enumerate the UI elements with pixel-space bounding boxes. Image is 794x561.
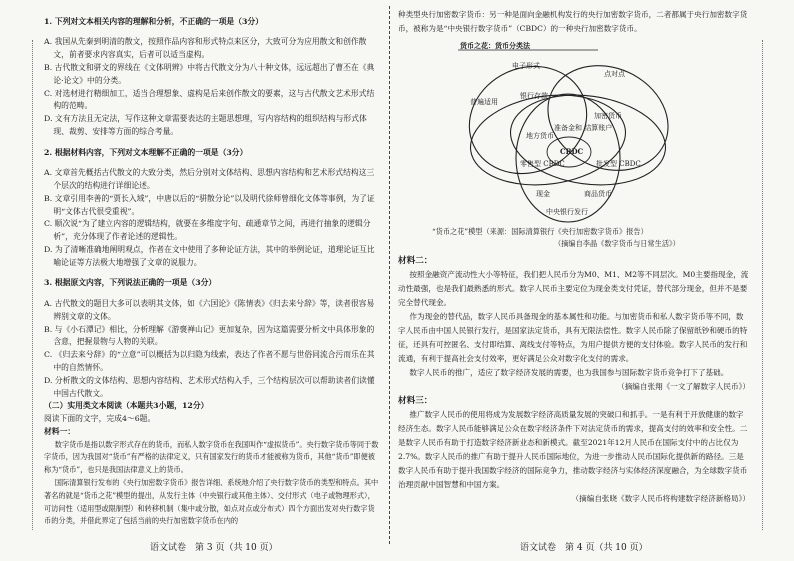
venn-heading: 货币之花：货币分类法 — [460, 41, 530, 50]
question-1-option-c: C. 对选材进行精细加工，适当合理想象、虚构是后来创作散文的要素，这与古代散文艺术形式结构的范畴。 — [44, 88, 375, 111]
question-2-title: 2. 根据材料内容，下列对文本理解不正确的一项是（3分） — [44, 147, 248, 157]
venn-label-central-bank: 中央银行发行 — [546, 208, 588, 216]
venn-label-cbdc-retail: 零售型 CBDC — [520, 160, 565, 168]
material-2-source: （摘编自张翔《一文了解数字人民币》） — [617, 382, 750, 391]
material-2-para-3: 数字人民币的推广，适应了数字经济发展的需要，也为我国参与国际数字货币竞争打下了基础。 — [409, 368, 729, 377]
question-3-option-a: A. 古代散文的题目大多可以表明其文体，如《六国论》《陈情表》《归去来兮辞》等，读者很容易辨别文章的文体。 — [44, 298, 375, 321]
venn-caption: “货币之花”模型（来源：国际清算银行《央行加密数字货币》报告） — [432, 227, 648, 236]
question-1-option-d: D. 文有方法且无定法，写作这种文章需要表达的主题思想理，写内容结构的组织结构与形式体现、裁剪、安排等方面的综合考量。 — [44, 114, 367, 136]
binding-margin-right — [762, 40, 789, 530]
page-divider — [389, 6, 390, 544]
question-1-title: 1. 下列对文本相关内容的理解和分析，不正确的一项是（3分） — [44, 16, 263, 26]
venn-source: （摘编自李晶《数字货币与日常生活》） — [554, 239, 680, 248]
right-page-footer: 语文试卷 第 4 页（共 10 页） — [520, 543, 648, 553]
left-page — [44, 8, 380, 528]
left-page-footer: 语文试卷 第 3 页（共 10 页） — [150, 543, 278, 553]
binding-margin-left — [6, 40, 33, 530]
section-2-intro: 阅读下面的文字，完成4～6题。 — [44, 414, 156, 424]
material-3-source: （摘编自张晓《数字人民币将构建数字经济新格局》） — [571, 494, 750, 503]
venn-label-center: CBDC — [560, 147, 584, 156]
material-3-para-1: 推广数字人民币的使用将成为发展数字经济高质量发展的突破口和抓手。一是有利于开放健康的数字经济生态。数字人民币能够满足公众在数字经济条件下对法定货币的需求，提高支付的效率和安全性。二是数字人民币有助于打造数字经济新业态和新模式。截至2021年12月人民币在国际支付中的占比仅为2.7%。数字人民币的推广有助于提升人民币国际地位，为进一步推动人民币国际化提供新的路径。三是数字人民币有助于提升我国数字经济的国际竞争力，推动数字经济与实体经济深度融合，为全球数字货币治理贡献中国智慧和中国方案。 — [398, 410, 748, 489]
material-1-para-2: 国际清算银行发布的《央行加密数字货币》报告详细、系统地介绍了央行数字货币的类型和特点。其中著名的就是“货币之花”模型的提出，从发行主体（中央银行或其他主体）、交付形式（电子或物理形式），可访问性（适用型或限制型）和转移机制（集中或分散，如点对点或分布式）四个方面出发对央行数字货币的分类，并借此界定了包括当前的央行加密数字货币在内的 — [44, 478, 379, 526]
question-3-option-b: B. 与《小石潭记》相比，分析理解《游褒禅山记》更加复杂，因为这篇需要分析文中具体形象的含意，把握景物与人物的关联。 — [44, 324, 375, 347]
venn-label-e-money: 电子形式 — [512, 62, 540, 70]
question-2-option-b: B. 文章引用李善的“贾长入域”，中唐以后的“骈散分论”以及明代徐师曾细化文体等事例，为了证明“文体古代很受重视”。 — [44, 193, 375, 216]
venn-label-bank-deposit: 银行存款 — [520, 92, 548, 100]
material-2-para-1: 按照金融资产流动性大小等特征，我们把人民币分为M0、M1、M2等不同层次。M0主要指现金，流动性最强，也是我们最熟悉的形式。数字人民币主要定位为现金类支付凭证，替代部分现金，但并不是要完全替代现金。 — [398, 270, 749, 307]
venn-label-cash: 现金 — [536, 190, 550, 198]
section-2-title: （二）实用类文本阅读（本题共3小题，12分） — [44, 401, 209, 411]
question-2-option-c: C. 顺次说“为了建立内容的逻辑结构，就要在多维度字句、疏通章节之间，再进行抽象的逻辑分析”，充分体现了作者论述的逻辑性。 — [44, 219, 371, 242]
material-1-continued: 种类型央行加密数字货币：另一种是面向金融机构发行的央行加密数字货币，二者都属于央行加密数字货币，被称为是“中央银行数字货币”（CBDC）的一种央行加密数字货币。 — [398, 10, 748, 33]
right-page — [398, 8, 750, 506]
question-1-option-a: A. 我国从先秦到明清的散文，按照作品内容和形式特点来区分，大致可分为应用散文和创作散文，前者要求内容真实，后者可以适当虚构。 — [44, 37, 367, 60]
material-3-title: 材料三： — [398, 396, 433, 406]
venn-label-wide-use: 普遍适用 — [470, 98, 498, 106]
question-2-option-d: D. 为了清晰准确地阐明观点，作者在文中使用了多种论证方法，其中的举例论证，道理论证互比喻论证等方法极大地增强了文章的说服力。 — [44, 244, 375, 267]
venn-label-local-currency: 地方货币 — [526, 132, 554, 140]
venn-label-commodity: 商品货币 — [584, 190, 612, 198]
venn-label-crypto: 加密货币 — [594, 112, 622, 120]
venn-label-cbdc-wholesale: 批发型 CBDC — [596, 160, 641, 168]
question-2-option-a: A. 文章首先概括古代散文的大致分类，然后分别对文体结构、思想内容结构和艺术形式结构这三个层次的结构进行详细论述。 — [44, 168, 375, 190]
money-flower-diagram — [408, 40, 748, 254]
question-3-title: 3. 根据原文内容，下列说法正确的一项是（3分） — [44, 278, 217, 288]
question-3-option-c: C. 《归去来兮辞》的“立意”可以概括为以归隐为线索，表达了作者不愿与世俗同流合污而乐在其中的自然情怀。 — [44, 350, 375, 372]
material-1-title: 材料一： — [44, 426, 76, 436]
material-2-title: 材料二： — [398, 256, 433, 266]
question-1-option-b: B. 古代散文和骈文的界线在《文体明辨》中将古代散文分为八十种文体，远远超出了曹丕在《典论·论文》中的分类。 — [44, 62, 375, 85]
question-3-option-d: D. 分析散文的文体结构、思想内容结构、艺术形式结构入手，三个结构层次可以帮助读者们读懂中国古代散文。 — [44, 375, 375, 398]
venn-label-p2p: 点对点 — [604, 70, 625, 78]
material-2-para-2: 作为现金的替代品，数字人民币具备现金的基本属性和功能。与加密货币和私人数字货币等不同，数字人民币由中国人民银行发行，是国家法定货币，具有无限法偿性。数字人民币除了保留纸钞和硬币的特征，还具有可控匿名、支付即结算、离线支付等特点，为用户提供方便的支付体验。数字人民币的发行和流通，有利于提高社会支付效率，更好满足公众对数字化支付的需求。 — [398, 312, 748, 363]
venn-label-reserve: 准备金和 结算账户 — [554, 124, 613, 132]
material-1-para-1: 数字货币是指以数字形式存在的货币，而私人数字货币在我国叫作“虚拟货币”。央行数字货币等同于数字货币，因为我国对“货币”有严格的法律定义，只有国家发行的货币才能被称为货币，其他“货币”即便被称为“货币”，也只是我国法律意义上的货币。 — [44, 439, 379, 475]
